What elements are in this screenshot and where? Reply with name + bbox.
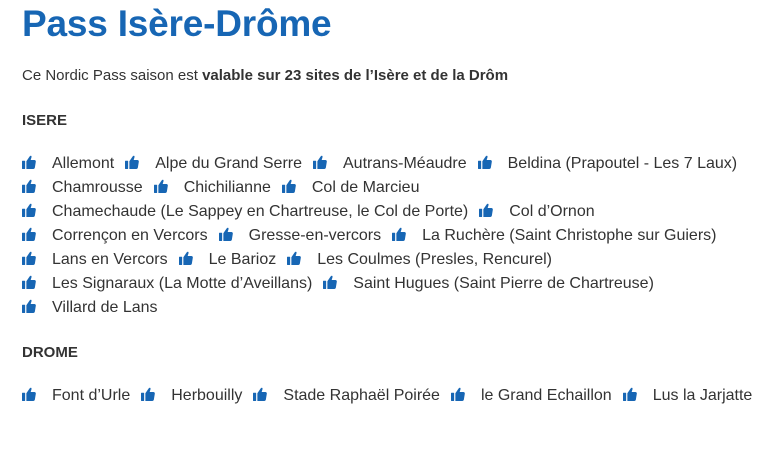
site-item <box>22 296 158 320</box>
thumbs-up-icon <box>22 275 36 289</box>
thumbs-up-icon <box>22 203 36 217</box>
site-item <box>287 248 552 272</box>
thumbs-up-icon <box>22 155 36 169</box>
site-name: Lans en Vercors <box>52 251 168 268</box>
site-name: Chamechaude (Le Sappey en Chartreuse, le Col de Porte) <box>52 203 469 220</box>
site-item <box>451 384 612 408</box>
site-name: le Grand Echaillon <box>480 387 612 404</box>
site-name: Le Barioz <box>208 251 277 268</box>
site-name: Allemont <box>52 155 115 172</box>
site-name: Herbouilly <box>171 387 243 404</box>
site-name: Col de Marcieu <box>311 179 420 196</box>
thumbs-up-icon <box>287 251 301 265</box>
site-item <box>623 384 753 408</box>
thumbs-up-icon <box>125 155 139 169</box>
site-item <box>22 248 168 272</box>
thumbs-up-icon <box>392 227 406 241</box>
site-item <box>392 224 716 248</box>
site-list-drome <box>22 384 766 408</box>
thumbs-up-icon <box>623 387 637 401</box>
thumbs-up-icon <box>313 155 327 169</box>
site-name: Autrans-Méaudre <box>343 155 467 172</box>
thumbs-up-icon <box>253 387 267 401</box>
site-item <box>253 384 440 408</box>
site-item <box>479 200 594 224</box>
site-name: Alpe du Grand Serre <box>155 155 302 172</box>
thumbs-up-icon <box>22 387 36 401</box>
thumbs-up-icon <box>451 387 465 401</box>
thumbs-up-icon <box>22 251 36 265</box>
site-name: La Ruchère (Saint Christophe sur Guiers) <box>422 227 717 244</box>
thumbs-up-icon <box>22 179 36 193</box>
site-item <box>323 272 654 296</box>
intro-paragraph <box>22 67 508 84</box>
site-item <box>22 200 468 224</box>
site-item <box>22 384 130 408</box>
site-name: Gresse-en-vercors <box>248 227 382 244</box>
thumbs-up-icon <box>323 275 337 289</box>
thumbs-up-icon <box>22 299 36 313</box>
site-item <box>125 152 302 176</box>
site-item <box>141 384 242 408</box>
thumbs-up-icon <box>478 155 492 169</box>
site-item <box>22 224 208 248</box>
thumbs-up-icon <box>154 179 168 193</box>
thumbs-up-icon <box>141 387 155 401</box>
site-name: Les Coulmes (Presles, Rencurel) <box>317 251 552 268</box>
page-content <box>22 0 766 459</box>
site-item <box>219 224 381 248</box>
site-list-isere <box>22 152 766 320</box>
site-name: Stade Raphaël Poirée <box>283 387 440 404</box>
site-name: Les Signaraux (La Motte d’Aveillans) <box>52 275 313 292</box>
site-item <box>22 176 143 200</box>
thumbs-up-icon <box>282 179 296 193</box>
intro-text: Ce Nordic Pass saison est <box>22 67 203 84</box>
site-name: Lus la Jarjatte <box>652 387 753 404</box>
thumbs-up-icon <box>219 227 233 241</box>
section-heading-drome: DROME <box>22 344 78 361</box>
site-item <box>313 152 467 176</box>
site-item <box>22 272 312 296</box>
intro-text-bold: valable sur 23 sites de l’Isère et de la Drôm <box>202 67 509 84</box>
thumbs-up-icon <box>179 251 193 265</box>
site-name: Corrençon en Vercors <box>52 227 208 244</box>
thumbs-up-icon <box>22 227 36 241</box>
site-name: Font d’Urle <box>52 387 131 404</box>
thumbs-up-icon <box>479 203 493 217</box>
site-name: Col d’Ornon <box>509 203 595 220</box>
site-item <box>282 176 420 200</box>
site-item <box>179 248 277 272</box>
site-name: Beldina (Prapoutel - Les 7 Laux) <box>507 155 738 172</box>
page-title: Pass Isère-Drôme <box>22 3 332 44</box>
site-item <box>22 152 114 176</box>
site-item <box>154 176 271 200</box>
site-name: Chichilianne <box>183 179 271 196</box>
section-heading-isere: ISERE <box>22 112 68 129</box>
site-name: Villard de Lans <box>52 299 158 316</box>
site-name: Chamrousse <box>52 179 143 196</box>
site-item <box>478 152 737 176</box>
site-name: Saint Hugues (Saint Pierre de Chartreuse) <box>353 275 654 292</box>
